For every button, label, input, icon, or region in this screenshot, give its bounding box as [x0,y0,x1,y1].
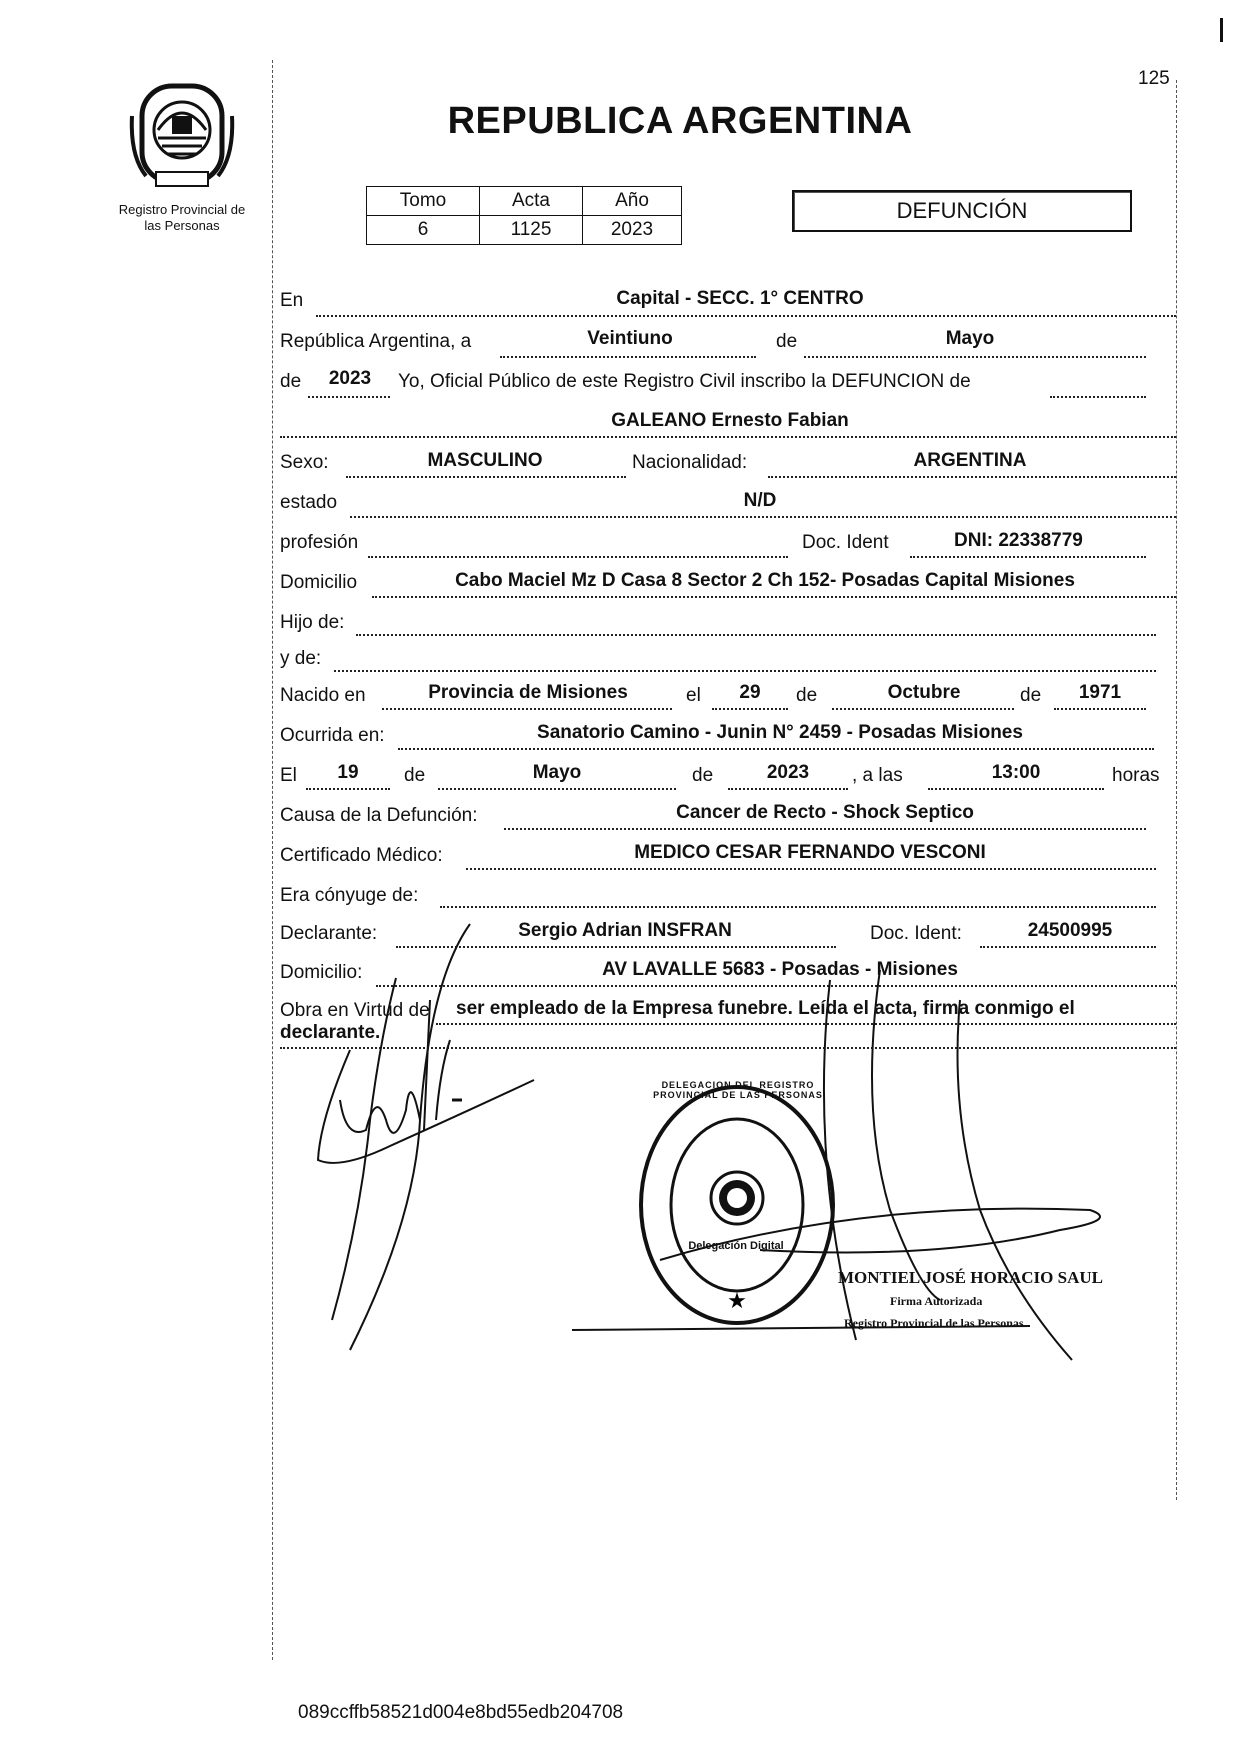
republica-label: República Argentina, a [280,331,472,352]
nac-mes-dotline [832,708,1014,710]
profesion-dotline [368,556,788,558]
def-dia-dotline [306,788,390,790]
ocurrida-dotline [398,748,1154,750]
domicilio-dotline [372,596,1176,598]
conyuge-label: Era cónyuge de: [280,885,419,906]
nac-el-label: el [686,685,701,706]
official-name: MONTIEL JOSÉ HORACIO SAUL [838,1268,1103,1287]
domicilio-value: Cabo Maciel Mz D Casa 8 Sector 2 Ch 152- Posadas Capital Misiones [455,570,1075,591]
cert-label: Certificado Médico: [280,845,443,866]
oficial-text: Yo, Oficial Público de este Registro Civil inscribo la DEFUNCION de [398,371,971,392]
record-header-tomo: Tomo [367,187,480,216]
nacionalidad-value: ARGENTINA [913,450,1027,471]
domicilio-label: Domicilio [280,572,358,593]
causa-label: Causa de la Defunción: [280,805,478,826]
record-table [366,186,682,245]
record-header-acta: Acta [480,187,583,216]
record-table-header-row [367,187,682,216]
hijo-dotline [356,634,1156,636]
obra-label: Obra en Virtud de [280,1000,430,1021]
oficial-dotline [1050,396,1146,398]
official-title: Firma Autorizada [890,1294,983,1308]
registry-logo [128,76,236,191]
logo-text [128,76,129,77]
official-signature [560,960,1120,1420]
anio-dotline [308,396,390,398]
official-registry: Registro Provincial de las Personas [844,1316,1024,1330]
horas-label: horas [1112,765,1160,786]
misiones-seal-icon [128,76,236,191]
estado-value: N/D [743,490,777,511]
record-table-value-row [367,216,682,245]
def-mes-value: Mayo [532,762,582,783]
sexo-label: Sexo: [280,452,329,473]
declarante-value: Sergio Adrian INSFRAN [518,920,732,941]
def-anio-value: 2023 [766,762,810,783]
doc-type-box: DEFUNCIÓN [792,190,1132,232]
nombre-value: GALEANO Ernesto Fabian [611,410,849,431]
nombre-dotline [280,436,1176,438]
obra-value: ser empleado de la Empresa funebre. Leída el acta, firma conmigo el [456,998,1075,1019]
record-value-tomo: 6 [367,216,480,245]
hora-value: 13:00 [991,762,1041,783]
nac-dia-value: 29 [739,682,761,703]
stamp-inner-text: Delegación Digital [688,1240,784,1252]
doc-dotline [910,556,1146,558]
decl-dom-value: AV LAVALLE 5683 - Posadas - Misiones [602,959,958,980]
sexo-value: MASCULINO [427,450,543,471]
page-title: REPUBLICA ARGENTINA [447,100,913,142]
def-de-label-2: de [692,765,714,786]
doc-value: DNI: 22338779 [954,530,1083,551]
yde-label: y de: [280,648,322,669]
cert-dotline [466,868,1156,870]
nac-de-label: de [796,685,818,706]
record-value-acta: 1125 [480,216,583,245]
de-label-2: de [280,371,302,392]
conyuge-dotline [440,906,1156,908]
declarante-label: Declarante: [280,923,378,944]
corner-mark [1220,18,1223,42]
ocurrida-value: Sanatorio Camino - Junin N° 2459 - Posadas Misiones [537,722,1023,743]
nac-mes-value: Octubre [887,682,961,703]
dia-value: Veintiuno [587,328,673,349]
registry-name [96,202,268,234]
def-anio-dotline [728,788,848,790]
alas-label: , a las [852,765,903,786]
def-el-label: El [280,765,297,786]
def-dia-value: 19 [337,762,359,783]
nacido-label: Nacido en [280,685,366,706]
decl-doc-dotline [980,946,1156,948]
cert-value: MEDICO CESAR FERNANDO VESCONI [634,842,986,863]
nacionalidad-label: Nacionalidad: [632,452,748,473]
nac-de-label-2: de [1020,685,1042,706]
registry-name-line2: las Personas [144,218,220,233]
document-hash: 089ccffb58521d004e8bd55edb204708 [298,1702,624,1723]
mes-dotline [804,356,1146,358]
declarant-signature [310,920,550,1360]
decl-doc-value: 24500995 [1027,920,1113,941]
page-number: 125 [1138,68,1170,89]
doc-label: Doc. Ident [802,532,889,553]
nac-anio-value: 1971 [1078,682,1122,703]
sexo-dotline [346,476,626,478]
def-mes-dotline [438,788,676,790]
right-margin-line [1176,80,1177,1500]
nac-anio-dotline [1054,708,1146,710]
nacido-dotline [382,708,672,710]
ocurrida-label: Ocurrida en: [280,725,385,746]
en-dotline [316,315,1176,317]
en-value: Capital - SECC. 1° CENTRO [616,288,864,309]
nacido-value: Provincia de Misiones [428,682,628,703]
estado-label: estado [280,492,338,513]
en-label: En [280,290,304,311]
nac-dia-dotline [712,708,788,710]
record-header-anio: Año [583,187,682,216]
hijo-label: Hijo de: [280,612,345,633]
mes-value: Mayo [945,328,995,349]
yde-dotline [334,670,1156,672]
svg-text:★: ★ [727,1289,747,1314]
record-value-anio: 2023 [583,216,682,245]
profesion-label: profesión [280,532,359,553]
nacionalidad-dotline [768,476,1176,478]
def-de-label: de [404,765,426,786]
hora-dotline [928,788,1104,790]
dia-dotline [500,356,756,358]
left-margin-line [272,60,273,1660]
decl-dom-label: Domicilio: [280,962,363,983]
de-label: de [776,331,798,352]
stamp-ring-text: DELEGACION DEL REGISTRO PROVINCIAL DE LAS PERSONAS [653,1080,823,1100]
decl-doc-label: Doc. Ident: [870,923,962,944]
registry-name-line1: Registro Provincial de [118,202,246,217]
estado-dotline [350,516,1176,518]
causa-value: Cancer de Recto - Shock Septico [676,802,974,823]
causa-dotline [504,828,1146,830]
obra-value-2: declarante. [280,1022,381,1043]
anio-value: 2023 [328,368,372,389]
